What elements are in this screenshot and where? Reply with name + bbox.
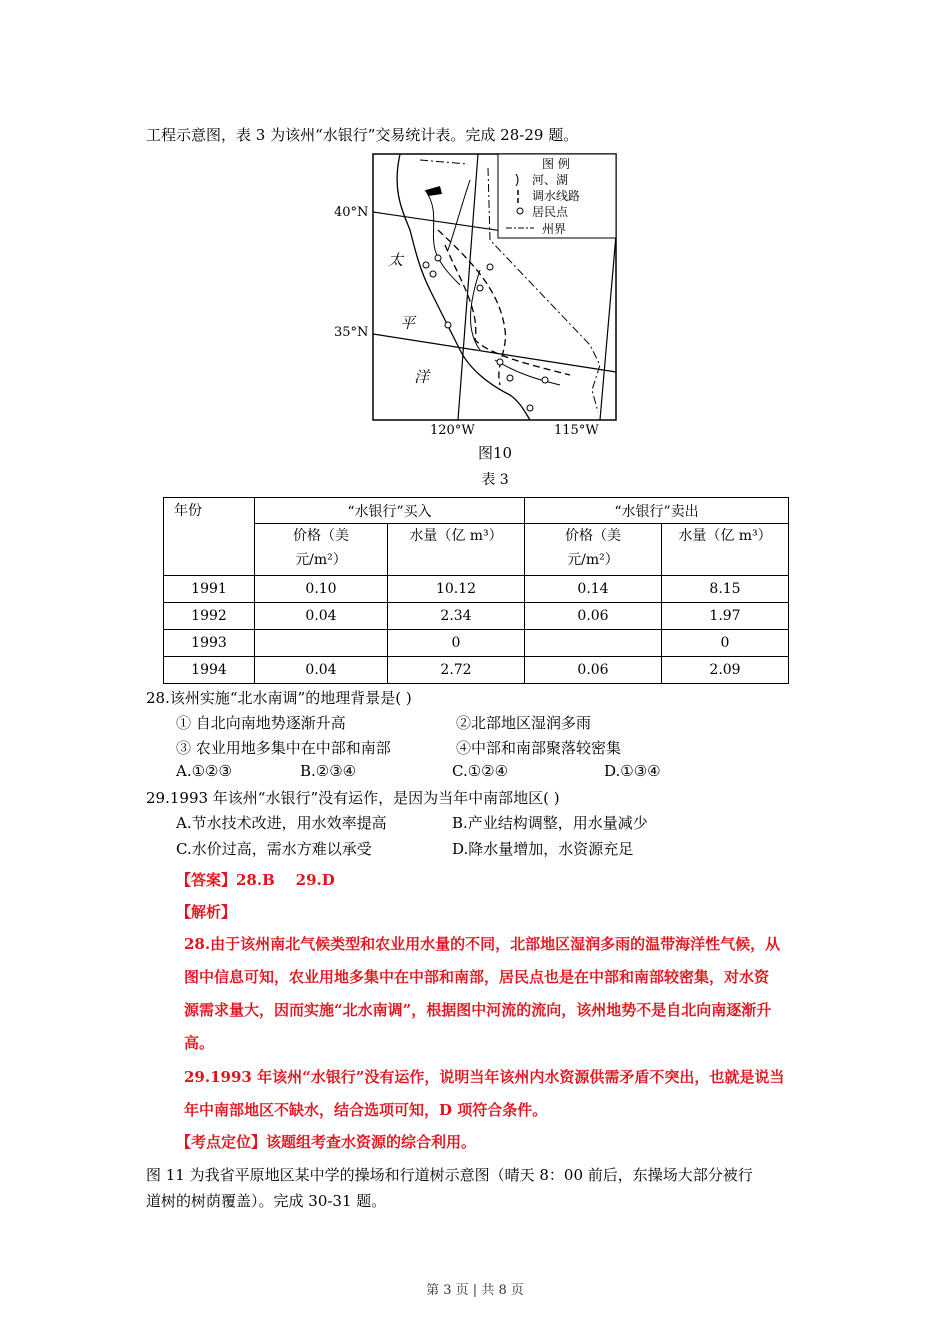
cell-buy-price: 0.04: [255, 657, 388, 684]
cell-buy-volume: 10.12: [388, 576, 525, 603]
explanation-28-line-2: 图中信息可知，农业用地多集中在中部和南部，居民点也是在中部和南部较密集，对水资: [184, 968, 770, 986]
analysis-label: 【解析】: [176, 903, 237, 921]
explanation-29-line-1: 29.1993 年该州“水银行”没有运作，说明当年该州内水资源供需矛盾不突出，也就是说当: [184, 1068, 785, 1086]
legend-item-river: 河、湖: [532, 173, 569, 187]
explanation-28-line-3: 源需求量大，因而实施“北水南调”，根据图中河流的流向，该州地势不是自北向南逐渐升: [184, 1001, 772, 1019]
table-row: [164, 657, 789, 684]
cell-buy-price: 0.04: [255, 603, 388, 630]
cell-year: 1992: [164, 603, 255, 630]
q28-stem: 28.该州实施“北水南调”的地理背景是( ): [146, 689, 412, 707]
label-40N: 40°N: [334, 205, 369, 220]
q28-opt3: ③ 农业用地多集中在中部和南部: [176, 739, 391, 757]
answer-line: 【答案】28.B 29.D: [176, 871, 335, 889]
cell-buy-price: [255, 630, 388, 657]
q28-opt4: ④中部和南部聚落较密集: [456, 739, 622, 757]
q28-choice-a: A.①②③: [176, 762, 232, 780]
q28-opt2: ②北部地区湿润多雨: [456, 714, 592, 732]
next-intro-line-2: 道树的树荫覆盖）。完成 30-31 题。: [146, 1192, 387, 1210]
explanation-28-line-4: 高。: [184, 1034, 215, 1052]
th-buy-price: 价格（美 元/m²）: [255, 524, 388, 576]
legend-item-settlement: 居民点: [532, 205, 569, 219]
explanation-29-line-2: 年中南部地区不缺水，结合选项可知，D 项符合条件。: [184, 1101, 548, 1119]
q29-stem: 29.1993 年该州“水银行”没有运作，是因为当年中南部地区( ): [146, 789, 560, 807]
cell-sell-price: [525, 630, 662, 657]
cell-sell-price: 0.06: [525, 657, 662, 684]
lat-35-line: [373, 334, 616, 372]
cell-buy-volume: 0: [388, 630, 525, 657]
ocean-char-1: 太: [388, 251, 404, 269]
th-year: 年份: [164, 498, 255, 576]
figure-10-map: [330, 150, 630, 442]
label-120W: 120°W: [430, 423, 475, 438]
legend-item-route: 调水线路: [532, 189, 581, 203]
kaodian-line: 【考点定位】该题组考查水资源的综合利用。: [176, 1133, 477, 1151]
th-sell-volume: 水量（亿 m³）: [662, 524, 789, 576]
th-buy: “水银行”买入: [255, 498, 525, 524]
cell-sell-volume: 0: [662, 630, 789, 657]
q29-choice-a: A.节水技术改进，用水效率提高: [176, 814, 387, 832]
cell-year: 1994: [164, 657, 255, 684]
cell-sell-price: 0.14: [525, 576, 662, 603]
label-115W: 115°W: [554, 423, 599, 438]
legend-settlement-symbol: [517, 208, 523, 214]
cell-year: 1993: [164, 630, 255, 657]
th-sell: “水银行”卖出: [525, 498, 789, 524]
th-buy-volume: 水量（亿 m³）: [388, 524, 525, 576]
q29-choice-c: C.水价过高，需水方难以承受: [176, 840, 372, 858]
table-row: [164, 603, 789, 630]
q29-choice-d: D.降水量增加，水资源充足: [452, 840, 634, 858]
legend-item-boundary: 州界: [542, 222, 567, 236]
q28-choice-b: B.②③④: [300, 762, 357, 780]
legend-title: 图 例: [542, 157, 570, 171]
cell-buy-price: 0.10: [255, 576, 388, 603]
cell-sell-volume: 8.15: [662, 576, 789, 603]
settlements: [423, 255, 548, 411]
ocean-char-2: 平: [400, 314, 416, 332]
water-bank-table: [163, 497, 789, 684]
page-footer: 第 3 页 | 共 8 页: [426, 1283, 524, 1298]
cell-sell-price: 0.06: [525, 603, 662, 630]
figure-caption: 图10: [477, 444, 513, 462]
ocean-char-3: 洋: [414, 368, 430, 386]
q28-choice-d: D.①③④: [604, 762, 661, 780]
table-row: [164, 630, 789, 657]
label-35N: 35°N: [334, 325, 369, 340]
cell-year: 1991: [164, 576, 255, 603]
intro-text: 工程示意图，表 3 为该州“水银行”交易统计表。完成 28-29 题。: [146, 126, 579, 144]
cell-buy-volume: 2.72: [388, 657, 525, 684]
next-intro-line-1: 图 11 为我省平原地区某中学的操场和行道树示意图（晴天 8：00 前后，东操场大部分被行: [146, 1166, 753, 1184]
q28-choice-c: C.①②④: [452, 762, 509, 780]
q28-opt1: ① 自北向南地势逐渐升高: [176, 714, 346, 732]
table-caption: 表 3: [481, 472, 509, 488]
lake: [426, 186, 442, 196]
table-row: [164, 576, 789, 603]
cell-sell-volume: 2.09: [662, 657, 789, 684]
th-sell-price: 价格（美 元/m²）: [525, 524, 662, 576]
explanation-28-line-1: 28.由于该州南北气候类型和农业用水量的不同，北部地区湿润多雨的温带海洋性气候，从: [184, 935, 781, 953]
q29-choice-b: B.产业结构调整，用水量减少: [452, 814, 648, 832]
cell-buy-volume: 2.34: [388, 603, 525, 630]
lon-115-line: [600, 235, 616, 420]
cell-sell-volume: 1.97: [662, 603, 789, 630]
